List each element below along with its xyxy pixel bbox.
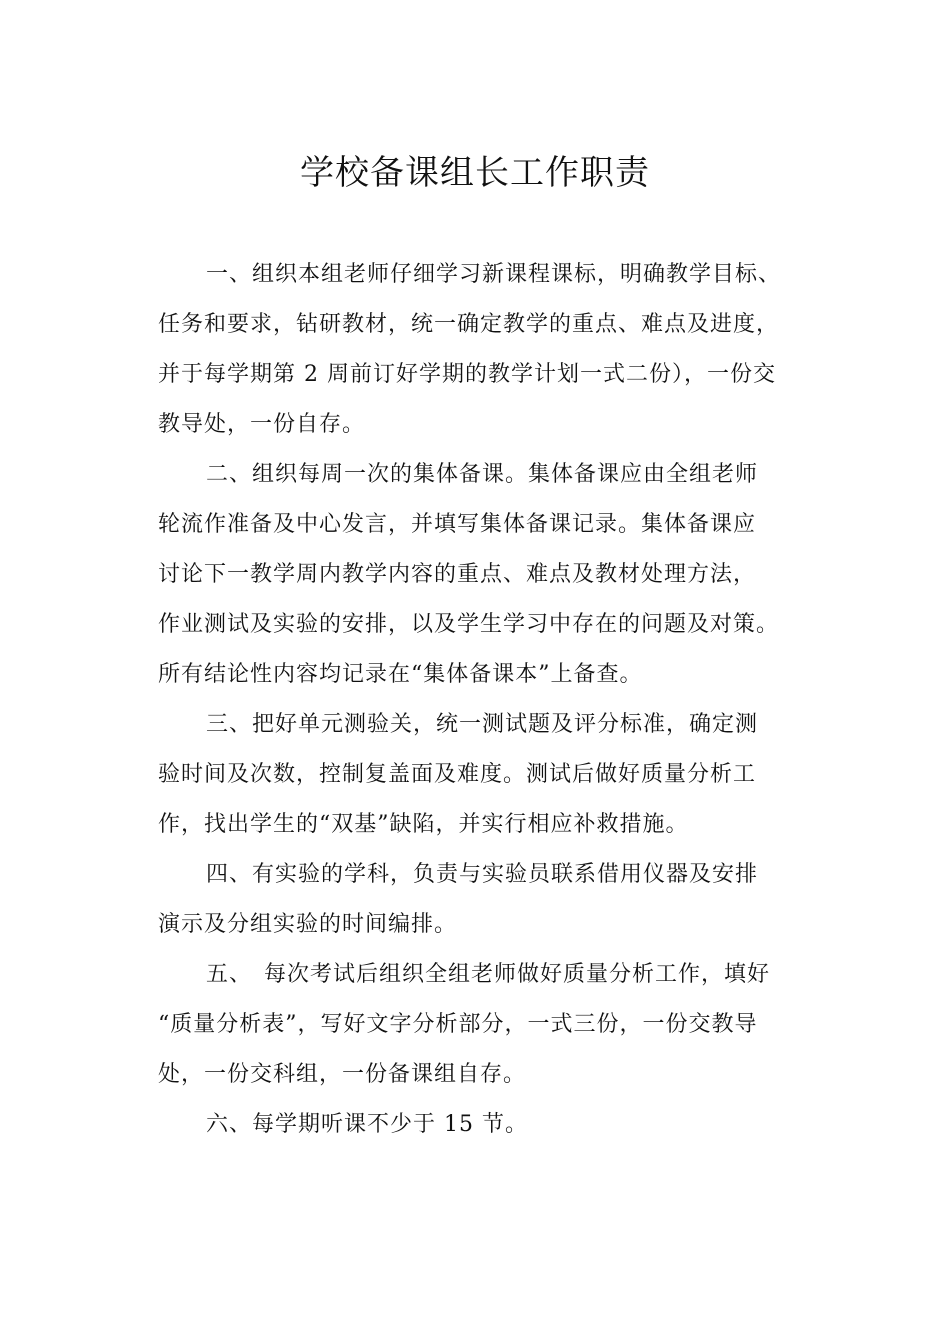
paragraph-line: 六、每学期听课不少于 15 节。: [206, 1112, 528, 1137]
paragraph-2: [158, 450, 804, 700]
paragraph-3: [158, 700, 804, 850]
paragraph-line: 并于每学期第 2 周前订好学期的教学计划一式二份），一份交: [158, 362, 776, 387]
paragraph-line: 讨论下一教学周内教学内容的重点、难点及教材处理方法，: [158, 562, 757, 587]
paragraph-line: 所有结论性内容均记录在“集体备课本”上备查。: [158, 662, 643, 687]
paragraph-line: 验时间及次数，控制复盖面及难度。测试后做好质量分析工: [158, 762, 757, 787]
paragraph-6: [158, 1100, 804, 1150]
paragraph-line: 教导处，一份自存。: [158, 412, 366, 437]
paragraph-line: 一、组织本组老师仔细学习新课程课标，明确教学目标、: [206, 262, 782, 287]
paragraph-5: [158, 950, 804, 1100]
paragraph-line: 任务和要求，钻研教材，统一确定教学的重点、难点及进度，: [158, 312, 780, 337]
document-title: 学校备课组长工作职责: [300, 153, 650, 193]
paragraph-1: [158, 250, 804, 450]
paragraph-line: 作，找出学生的“双基”缺陷，并实行相应补救措施。: [158, 812, 689, 837]
paragraph-4: [158, 850, 804, 950]
paragraph-line: 演示及分组实验的时间编排。: [158, 912, 458, 937]
paragraph-line: “质量分析表”，写好文字分析部分，一式三份，一份交教导: [158, 1012, 758, 1037]
paragraph-line: 四、有实验的学科，负责与实验员联系借用仪器及安排: [206, 862, 759, 887]
paragraph-line: 轮流作准备及中心发言，并填写集体备课记录。集体备课应: [158, 512, 757, 537]
document-body: [158, 250, 804, 1150]
paragraph-line: 处，一份交科组，一份备课组自存。: [158, 1062, 527, 1087]
paragraph-line: 五、 每次考试后组织全组老师做好质量分析工作，填好: [206, 962, 771, 987]
paragraph-line: 二、组织每周一次的集体备课。集体备课应由全组老师: [206, 462, 759, 487]
paragraph-line: 作业测试及实验的安排，以及学生学习中存在的问题及对策。: [158, 612, 780, 637]
paragraph-line: 三、把好单元测验关，统一测试题及评分标准，确定测: [206, 712, 759, 737]
